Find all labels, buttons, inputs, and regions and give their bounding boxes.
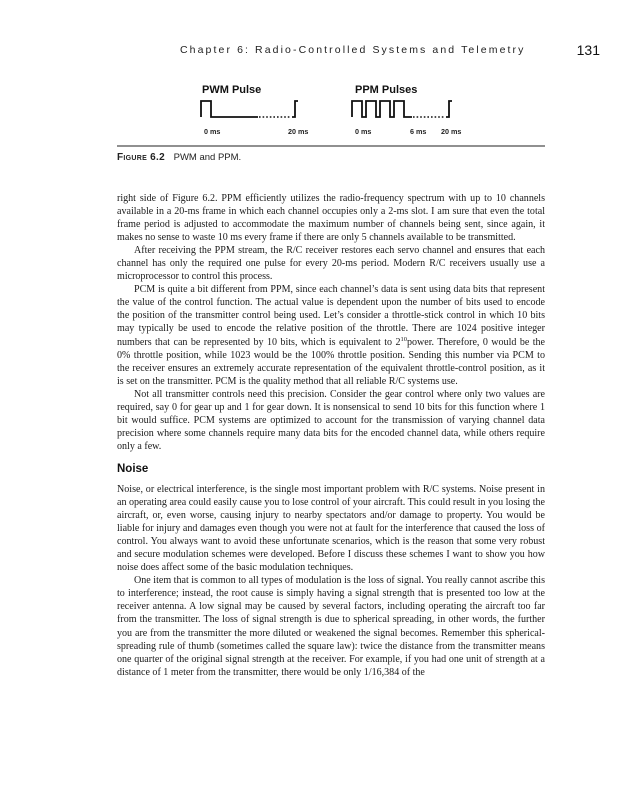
caption-text: PWM and PPM. bbox=[173, 152, 242, 163]
ppm-title: PPM Pulses bbox=[355, 84, 418, 96]
paragraph: One item that is common to all types of modulation is the loss of signal. You really cannot ascribe this to interference; instead, the root cause is simply having a signal strength that is presented too low at the receiver antenna. A low signal may be caused by several factors, including operating the aircraft too far from the transmitter. The loss of signal strength is due to spherical spreading, in other words, the further you are from the transmitter the more diluted or weakened the signal becomes. Remember this spherical-spreading rule of thumb (sometimes called the square law): twice the distance from the transmitter means one quarter of the original signal strength at the receiver. For example, if you had one unit of strength at a distance of 1 meter from the transmitter, there would be only 1/16,384 of the bbox=[117, 575, 545, 678]
figure-caption bbox=[117, 152, 241, 163]
paragraph: After receiving the PPM stream, the R/C receiver restores each servo channel and ensures that each channel has only the required one pulse for every 20-ms period. Modern R/C receivers usually use a microprocessor to control this process. bbox=[117, 245, 545, 283]
paragraph-text: power. Therefore, 0 would be the 0% throttle position, while 1023 would be the 100% throttle position. Sending this number via PCM to the receiver ensures an extremely accurate representation of the equivalent throttle-control position, as it is set on the transmitter. PCM is the quality method that all reliable R/C systems use. bbox=[117, 336, 545, 387]
pwm-ppm-figure bbox=[0, 0, 634, 170]
pwm-label-20ms: 20 ms bbox=[288, 127, 309, 136]
paragraph-text: PCM is quite a bit different from PPM, since each channel’s data is sent using data bits that represent the value of the control function. The actual value is dependent upon the number of bits used to encode the position of the transmitter control being used. Let’s consider a throttle-stick control in which 10 bits may typically be used to encode the relative position of the throttle. There are 1024 positive integer numbers that can be represented by 10 bits, which is equivalent to 2 bbox=[117, 284, 545, 348]
exponent: 10 bbox=[400, 335, 407, 343]
ppm-label-20ms: 20 ms bbox=[441, 127, 462, 136]
paragraph: Not all transmitter controls need this precision. Consider the gear control where only two values are required, say 0 for gear up and 1 for gear down. It is nonsensical to send 10 bits for this function where 1 bit would suffice. PCM systems are optimized to account for the transmission of varying channel data precision where some channels require many data bits for the encoded channel data, while others require only a few. bbox=[117, 388, 545, 452]
pwm-title: PWM Pulse bbox=[202, 84, 262, 96]
pwm-label-0ms: 0 ms bbox=[204, 127, 221, 136]
paragraph: Noise, or electrical interference, is the single most important problem with R/C systems. Noise present in an operating area could easily cause you to lose control of your aircraft. This could result in you losing the aircraft, or, even worse, causing injury to nearby spectators and/or damage to property. You would be liable for injury and damages even though you were not at fault for the interference that caused the loss of control. You always want to avoid these unfortunate scenarios, which is the reason that some very robust and secure modulation schemes were developed. Before I discuss these schemes I want to show you how noise does affect some of the basic modulation techniques. bbox=[117, 483, 545, 574]
caption-label: Figure 6.2 bbox=[117, 152, 165, 163]
ppm-label-0ms: 0 ms bbox=[355, 127, 372, 136]
ppm-waveform bbox=[352, 101, 452, 117]
body-text bbox=[117, 192, 545, 679]
paragraph: right side of Figure 6.2. PPM efficiently utilizes the radio-frequency spectrum with up to 10 channels available in a 20-ms frame in which each channel occupies only a 2-ms slot. I am sure that even the total frame period is adjusted to accommodate the maximum number of channels being sent, since again, it makes no sense to waste 10 ms every frame if there are only 5 channels available to be transmitted. bbox=[117, 193, 545, 244]
paragraph bbox=[117, 283, 545, 387]
page-number: 131 bbox=[576, 42, 600, 58]
section-heading: Noise bbox=[117, 462, 149, 475]
chapter-title: Chapter 6: Radio-Controlled Systems and Telemetry bbox=[180, 44, 526, 56]
ppm-label-6ms: 6 ms bbox=[410, 127, 427, 136]
pwm-waveform bbox=[201, 101, 298, 117]
